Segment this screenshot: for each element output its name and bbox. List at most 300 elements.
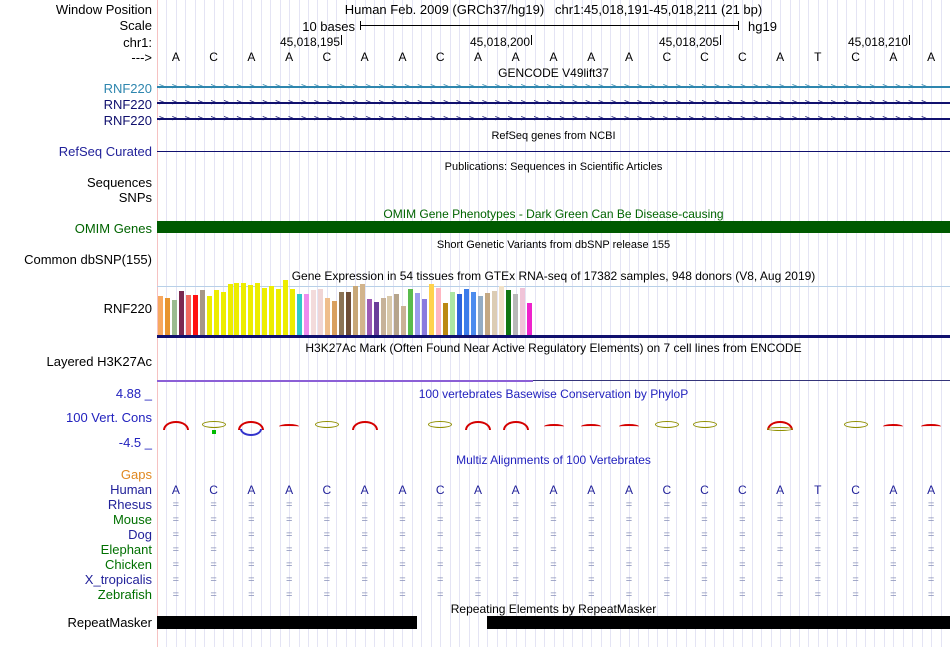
multiz-align-mark: = (890, 514, 897, 526)
gtex-tissue-bar[interactable] (527, 303, 532, 336)
gene-transcript-line[interactable] (157, 98, 950, 108)
gtex-tissue-bar[interactable] (436, 288, 441, 336)
multiz-align-mark: = (512, 499, 519, 511)
window-position-label: Window Position (55, 2, 152, 17)
multiz-align-mark: = (663, 514, 671, 526)
multiz-align-mark: = (361, 559, 368, 571)
multiz-align-mark: = (474, 514, 482, 526)
multiz-align-mark: = (248, 514, 255, 526)
multiz-align-mark: = (701, 499, 708, 511)
multiz-human-base: A (360, 483, 369, 497)
sequence-base: A (473, 50, 482, 64)
gtex-tissue-bar[interactable] (394, 294, 399, 336)
multiz-align-mark: = (172, 514, 180, 526)
multiz-align-mark: = (890, 499, 897, 511)
h3k27ac-signal-line[interactable] (533, 380, 950, 381)
multiz-human-base: A (549, 483, 558, 497)
gtex-tissue-bar[interactable] (429, 284, 434, 336)
coordinate-tick (341, 35, 342, 45)
gencode-track-title: GENCODE V49lift37 (498, 66, 609, 80)
multiz-human-base: A (587, 483, 596, 497)
sequence-base: C (209, 50, 218, 64)
sequence-base: C (435, 50, 445, 64)
multiz-align-mark: = (323, 559, 331, 571)
multiz-human-base: A (247, 483, 256, 497)
multiz-align-mark: = (588, 514, 595, 526)
multiz-align-mark: = (625, 529, 633, 541)
multiz-align-mark: = (285, 574, 293, 586)
multiz-align-mark: = (814, 544, 822, 556)
dbsnp-track-title: Short Genetic Variants from dbSNP release 155 (436, 239, 671, 251)
gtex-tissue-bar[interactable] (165, 298, 170, 336)
multiz-human-base: A (889, 483, 898, 497)
multiz-human-base: A (927, 483, 936, 497)
multiz-label-x_tropicalis[interactable]: X_tropicalis (84, 572, 152, 587)
gtex-tissue-bar[interactable] (172, 300, 177, 336)
multiz-align-mark: = (852, 544, 859, 556)
phylop-green-dot (212, 430, 216, 434)
multiz-align-mark: = (436, 544, 444, 556)
gtex-tissue-bar[interactable] (241, 283, 246, 336)
multiz-align-mark: = (436, 574, 444, 586)
multiz-align-mark: = (852, 529, 859, 541)
scale-ruler-line (360, 25, 739, 26)
multiz-align-mark: = (248, 574, 255, 586)
multiz-human-base: C (737, 483, 747, 497)
multiz-align-mark: = (852, 574, 859, 586)
gtex-tissue-bar[interactable] (221, 292, 226, 336)
strand-arrows: >>>>>>>>>>>>>>>>>>>>>>>>>>>>>>>>>>>>>>>>>>>>>>>>>>>>>>>>>>>> (159, 98, 935, 108)
gtex-tissue-bar[interactable] (207, 296, 212, 336)
multiz-align-mark: = (890, 529, 897, 541)
gtex-tissue-bar[interactable] (415, 293, 420, 336)
gtex-tissue-bar[interactable] (360, 284, 365, 336)
multiz-human-base: C (322, 483, 332, 497)
gtex-tissue-bar[interactable] (262, 288, 267, 336)
repeat-element-bar[interactable] (157, 616, 417, 629)
multiz-align-mark: = (550, 589, 557, 601)
sequence-base: A (776, 50, 785, 64)
conservation-max-value: 4.88 _ (115, 386, 152, 401)
multiz-align-mark: = (210, 499, 217, 511)
gtex-tissue-bar[interactable] (290, 289, 295, 336)
multiz-label-human[interactable]: Human (110, 482, 152, 497)
coordinate-text: 45,018,200 (469, 35, 530, 49)
multiz-human-base: C (851, 483, 860, 497)
multiz-align-mark: = (285, 559, 293, 571)
multiz-align-mark: = (814, 589, 822, 601)
gtex-tissue-bar[interactable] (269, 286, 274, 336)
multiz-align-mark: = (927, 499, 935, 511)
multiz-align-mark: = (814, 499, 822, 511)
phylop-small-arc (883, 424, 903, 429)
multiz-align-mark: = (927, 514, 935, 526)
sequence-base: C (737, 50, 747, 64)
multiz-align-mark: = (927, 529, 935, 541)
multiz-align-mark: = (550, 514, 557, 526)
gtex-tissue-bar[interactable] (200, 290, 205, 336)
sequence-base: A (511, 50, 520, 64)
multiz-human-base: A (624, 483, 633, 497)
multiz-align-mark: = (361, 574, 368, 586)
multiz-align-mark: = (210, 529, 217, 541)
multiz-align-mark: = (512, 589, 519, 601)
multiz-align-mark: = (323, 544, 331, 556)
repeat-element-bar[interactable] (487, 616, 950, 629)
gtex-tissue-bar[interactable] (520, 288, 525, 336)
gene-label-rnf220[interactable]: RNF220 (103, 113, 152, 128)
multiz-align-mark: = (550, 544, 557, 556)
multiz-align-mark: = (361, 529, 368, 541)
multiz-align-mark: = (814, 574, 822, 586)
multiz-align-mark: = (927, 574, 935, 586)
multiz-align-mark: = (399, 499, 406, 511)
gtex-tissue-bar[interactable] (499, 286, 504, 336)
scale-bases-text: 10 bases (302, 19, 355, 34)
multiz-align-mark: = (739, 514, 746, 526)
phylop-small-arc (581, 424, 601, 429)
multiz-align-mark: = (814, 559, 822, 571)
multiz-human-base: A (511, 483, 520, 497)
gene-label-rnf220[interactable]: RNF220 (103, 81, 152, 96)
gtex-tissue-bar[interactable] (478, 296, 483, 336)
h3k27ac-label[interactable]: Layered H3K27Ac (46, 354, 152, 369)
gtex-tissue-bar[interactable] (506, 290, 511, 336)
multiz-track-title: Multiz Alignments of 100 Vertebrates (456, 453, 651, 467)
omim-gene-bar[interactable] (157, 221, 950, 233)
scale-ruler-tick-right (738, 21, 739, 30)
phylop-neutral-flat (767, 427, 793, 431)
gtex-gene-label[interactable]: RNF220 (103, 301, 152, 316)
multiz-human-base: A (473, 483, 482, 497)
multiz-align-mark: = (285, 514, 293, 526)
multiz-align-mark: = (399, 589, 406, 601)
gtex-tissue-bar[interactable] (401, 306, 406, 336)
gtex-tissue-bar[interactable] (186, 295, 191, 336)
multiz-align-mark: = (285, 544, 293, 556)
multiz-label-zebrafish[interactable]: Zebrafish (97, 587, 152, 602)
multiz-align-mark: = (512, 514, 519, 526)
gtex-tissue-bar[interactable] (450, 292, 455, 336)
gene-transcript-line[interactable] (157, 82, 950, 92)
coordinate-text: 45,018,195 (279, 35, 340, 49)
multiz-align-mark: = (323, 529, 331, 541)
multiz-align-mark: = (474, 589, 482, 601)
gtex-tissue-bar[interactable] (214, 290, 219, 336)
multiz-align-mark: = (625, 544, 633, 556)
sequence-base: C (662, 50, 672, 64)
sequence-base: A (624, 50, 633, 64)
gtex-tissue-bar[interactable] (179, 291, 184, 336)
gtex-tissue-bar[interactable] (408, 289, 413, 336)
multiz-align-mark: = (474, 499, 482, 511)
multiz-align-mark: = (172, 544, 180, 556)
multiz-align-mark: = (248, 499, 255, 511)
multiz-align-mark: = (852, 499, 859, 511)
multiz-label-gaps[interactable]: Gaps (120, 467, 152, 482)
multiz-align-mark: = (285, 499, 293, 511)
gtex-tissue-bar[interactable] (318, 289, 323, 336)
multiz-align-mark: = (814, 514, 822, 526)
multiz-human-base: C (662, 483, 672, 497)
scale-label: Scale (119, 18, 152, 33)
strand-arrows: >>>>>>>>>>>>>>>>>>>>>>>>>>>>>>>>>>>>>>>>>>>>>>>>>>>>>>>>>>>> (159, 82, 935, 92)
gtex-tissue-bar[interactable] (513, 294, 518, 336)
multiz-align-mark: = (890, 589, 897, 601)
phylop-negative-arc (240, 429, 262, 436)
refseq-curated-label[interactable]: RefSeq Curated (58, 144, 152, 159)
repeatmasker-label[interactable]: RepeatMasker (67, 615, 152, 630)
multiz-align-mark: = (625, 499, 633, 511)
multiz-align-mark: = (210, 514, 217, 526)
multiz-align-mark: = (474, 529, 482, 541)
multiz-align-mark: = (399, 574, 406, 586)
h3k27ac-signal-line[interactable] (157, 380, 533, 382)
multiz-align-mark: = (776, 589, 784, 601)
conservation-track-title: 100 vertebrates Basewise Conservation by PhyloP (418, 387, 689, 401)
gtex-tissue-bar[interactable] (311, 290, 316, 336)
omim-genes-label[interactable]: OMIM Genes (74, 221, 152, 236)
sequence-base: A (285, 50, 294, 64)
multiz-align-mark: = (172, 574, 180, 586)
sequence-base: C (322, 50, 332, 64)
gtex-tissue-bar[interactable] (381, 298, 386, 336)
sequence-base: A (587, 50, 596, 64)
multiz-align-mark: = (663, 574, 671, 586)
phylop-neutral-lens (202, 421, 226, 428)
gtex-tissue-bar[interactable] (255, 283, 260, 336)
multiz-human-base: T (814, 483, 822, 497)
refseq-track-title: RefSeq genes from NCBI (491, 130, 616, 142)
multiz-align-mark: = (776, 499, 784, 511)
multiz-align-mark: = (512, 544, 519, 556)
gtex-tissue-bar[interactable] (158, 296, 163, 336)
dbsnp-label[interactable]: Common dbSNP(155) (24, 252, 152, 267)
sequence-base: A (398, 50, 407, 64)
strand-arrows: >>>>>>>>>>>>>>>>>>>>>>>>>>>>>>>>>>>>>>>>>>>>>>>>>>>>>>>>>>>> (159, 114, 935, 124)
phylop-small-arc (921, 424, 941, 429)
multiz-align-mark: = (663, 529, 671, 541)
gtex-tissue-bar[interactable] (276, 289, 281, 336)
multiz-align-mark: = (588, 499, 595, 511)
multiz-align-mark: = (210, 559, 217, 571)
multiz-align-mark: = (890, 559, 897, 571)
gtex-tissue-bar[interactable] (325, 298, 330, 336)
gtex-track-title: Gene Expression in 54 tissues from GTEx RNA-seq of 17382 samples, 948 donors (V8, Aug 2019) (291, 269, 816, 283)
multiz-align-mark: = (248, 529, 255, 541)
gene-transcript-line[interactable] (157, 114, 950, 124)
multiz-align-mark: = (776, 559, 784, 571)
multiz-align-mark: = (210, 544, 217, 556)
multiz-align-mark: = (210, 589, 217, 601)
multiz-align-mark: = (399, 544, 406, 556)
gtex-tissue-bar[interactable] (283, 280, 288, 336)
multiz-align-mark: = (852, 559, 859, 571)
multiz-align-mark: = (739, 574, 746, 586)
multiz-align-mark: = (663, 544, 671, 556)
multiz-align-mark: = (550, 529, 557, 541)
sequence-base: A (360, 50, 369, 64)
multiz-align-mark: = (323, 589, 331, 601)
phylop-neutral-lens (315, 421, 339, 428)
multiz-align-mark: = (701, 574, 708, 586)
multiz-align-mark: = (323, 514, 331, 526)
multiz-align-mark: = (248, 589, 255, 601)
multiz-align-mark: = (701, 529, 708, 541)
multiz-align-mark: = (474, 559, 482, 571)
h3k27ac-track-title: H3K27Ac Mark (Often Found Near Active Regulatory Elements) on 7 cell lines from ENCODE (305, 341, 802, 355)
multiz-align-mark: = (739, 499, 746, 511)
coordinate-tick (531, 35, 532, 45)
gtex-tissue-bar[interactable] (297, 294, 302, 336)
multiz-align-mark: = (399, 559, 406, 571)
multiz-align-mark: = (248, 544, 255, 556)
multiz-align-mark: = (210, 574, 217, 586)
multiz-align-mark: = (890, 574, 897, 586)
multiz-align-mark: = (776, 514, 784, 526)
gtex-tissue-bar[interactable] (464, 289, 469, 336)
chrom-label: chr1: (123, 35, 152, 50)
gtex-tissue-bar[interactable] (422, 299, 427, 336)
multiz-align-mark: = (474, 574, 482, 586)
phylop-small-arc (279, 424, 299, 429)
sequence-base: A (549, 50, 558, 64)
multiz-align-mark: = (361, 589, 368, 601)
sequence-base: C (700, 50, 709, 64)
multiz-align-mark: = (436, 529, 444, 541)
multiz-human-base: A (285, 483, 294, 497)
snps-label[interactable]: SNPs (118, 190, 152, 205)
gtex-tissue-bar[interactable] (193, 295, 198, 336)
multiz-label-rhesus[interactable]: Rhesus (107, 497, 152, 512)
multiz-align-mark: = (323, 499, 331, 511)
gtex-tissue-bar[interactable] (374, 302, 379, 336)
publications-track-title: Publications: Sequences in Scientific Articles (444, 161, 663, 173)
multiz-align-mark: = (248, 559, 255, 571)
multiz-align-mark: = (701, 544, 708, 556)
sequence-base: A (927, 50, 936, 64)
phylop-neutral-lens (693, 421, 717, 428)
multiz-align-mark: = (625, 559, 633, 571)
multiz-align-mark: = (739, 529, 746, 541)
gtex-tissue-bar[interactable] (471, 292, 476, 336)
multiz-align-mark: = (399, 514, 406, 526)
multiz-align-mark: = (361, 544, 368, 556)
conservation-label[interactable]: 100 Vert. Cons (66, 410, 152, 425)
gtex-tissue-bar[interactable] (234, 283, 239, 336)
coordinate-tick (720, 35, 721, 45)
multiz-human-base: C (435, 483, 445, 497)
gtex-tissue-bar[interactable] (457, 294, 462, 336)
gtex-plot-top-border (157, 286, 950, 287)
gene-label-rnf220[interactable]: RNF220 (103, 97, 152, 112)
multiz-align-mark: = (663, 559, 671, 571)
omim-track-title: OMIM Gene Phenotypes - Dark Green Can Be Disease-causing (383, 207, 724, 221)
multiz-align-mark: = (663, 589, 671, 601)
multiz-align-mark: = (285, 589, 293, 601)
multiz-align-mark: = (927, 589, 935, 601)
multiz-align-mark: = (512, 574, 519, 586)
gtex-tissue-bar[interactable] (332, 301, 337, 336)
gtex-tissue-bar[interactable] (387, 296, 392, 336)
multiz-human-base: A (776, 483, 785, 497)
window-position-value: Human Feb. 2009 (GRCh37/hg19) chr1:45,018,191-45,018,211 (21 bp) (344, 2, 763, 17)
multiz-align-mark: = (172, 589, 180, 601)
multiz-align-mark: = (927, 559, 935, 571)
multiz-align-mark: = (852, 514, 859, 526)
sequence-base: C (851, 50, 860, 64)
multiz-align-mark: = (625, 589, 633, 601)
assembly-label: hg19 (748, 19, 777, 34)
sequence-base: A (171, 50, 180, 64)
phylop-neutral-lens (844, 421, 868, 428)
gtex-tissue-bar[interactable] (367, 299, 372, 336)
multiz-align-mark: = (776, 574, 784, 586)
phylop-small-arc (544, 424, 564, 429)
multiz-align-mark: = (701, 514, 708, 526)
multiz-human-base: A (171, 483, 180, 497)
refseq-gene-line[interactable] (157, 151, 950, 152)
gtex-tissue-bar[interactable] (248, 285, 253, 336)
multiz-human-base: C (700, 483, 709, 497)
gtex-baseline (157, 335, 950, 338)
multiz-align-mark: = (361, 514, 368, 526)
coordinate-tick (909, 35, 910, 45)
gtex-tissue-bar[interactable] (492, 291, 497, 336)
gtex-tissue-bar[interactable] (485, 293, 490, 336)
multiz-align-mark: = (550, 559, 557, 571)
sequence-base: A (889, 50, 898, 64)
coordinate-text: 45,018,205 (658, 35, 719, 49)
strand-direction-label: ---> (131, 50, 152, 65)
phylop-neutral-lens (428, 421, 452, 428)
gtex-tissue-bar[interactable] (443, 303, 448, 336)
multiz-align-mark: = (474, 544, 482, 556)
multiz-label-chicken[interactable]: Chicken (105, 557, 152, 572)
multiz-align-mark: = (588, 559, 595, 571)
multiz-align-mark: = (436, 514, 444, 526)
multiz-align-mark: = (776, 544, 784, 556)
sequences-label[interactable]: Sequences (86, 175, 152, 190)
multiz-align-mark: = (701, 559, 708, 571)
gtex-tissue-bar[interactable] (346, 292, 351, 336)
multiz-align-mark: = (776, 529, 784, 541)
multiz-label-elephant[interactable]: Elephant (100, 542, 152, 557)
multiz-align-mark: = (172, 529, 180, 541)
gtex-tissue-bar[interactable] (304, 294, 309, 336)
multiz-align-mark: = (814, 529, 822, 541)
multiz-align-mark: = (172, 499, 180, 511)
gtex-tissue-bar[interactable] (353, 286, 358, 336)
multiz-align-mark: = (625, 574, 633, 586)
repeatmasker-track-title: Repeating Elements by RepeatMasker (450, 602, 657, 616)
gtex-tissue-bar[interactable] (339, 292, 344, 336)
multiz-align-mark: = (927, 544, 935, 556)
gtex-tissue-bar[interactable] (228, 284, 233, 336)
multiz-align-mark: = (588, 544, 595, 556)
multiz-label-mouse[interactable]: Mouse (112, 512, 152, 527)
multiz-human-base: C (209, 483, 218, 497)
multiz-align-mark: = (739, 559, 746, 571)
sequence-base: T (814, 50, 822, 64)
sequence-base: A (247, 50, 256, 64)
multiz-align-mark: = (890, 544, 897, 556)
multiz-align-mark: = (625, 514, 633, 526)
multiz-label-dog[interactable]: Dog (128, 527, 152, 542)
multiz-align-mark: = (436, 559, 444, 571)
multiz-align-mark: = (399, 529, 406, 541)
multiz-align-mark: = (285, 529, 293, 541)
